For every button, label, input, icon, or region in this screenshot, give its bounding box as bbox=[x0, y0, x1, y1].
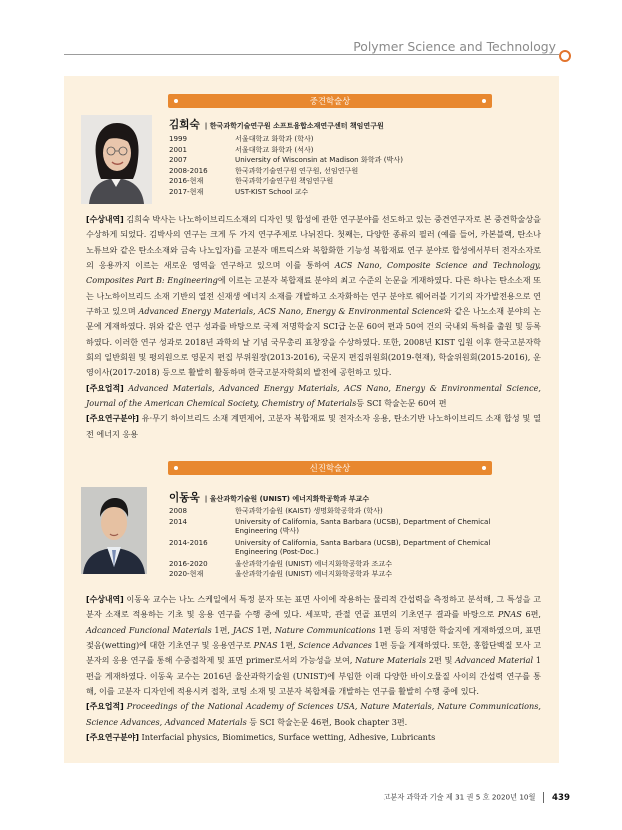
research-areas-paragraph bbox=[86, 411, 541, 442]
awardee-2-cv bbox=[169, 506, 539, 582]
portrait-photo-1 bbox=[81, 115, 152, 204]
award-banner-title: 신진학술상 bbox=[309, 463, 351, 473]
text-run: 1편 등을 게재하였다. 또한, 홍합단백질 모사 고분자의 응용 연구를 통해 수중접착제 및 표면 primer로서의 가능성을 보여, bbox=[86, 640, 542, 666]
cv-year: 2001 bbox=[169, 144, 188, 154]
achievements-paragraph bbox=[86, 699, 541, 730]
banner-dot-right bbox=[482, 99, 486, 103]
award-banner-title: 중견학술상 bbox=[309, 96, 351, 106]
award-banner-1 bbox=[168, 94, 492, 108]
cv-entry: University of Wisconsin at Madison 화학과 (박사) bbox=[235, 155, 403, 164]
journal-name: PNAS bbox=[253, 640, 278, 651]
text-run: 1편, bbox=[253, 624, 275, 635]
award-history-paragraph bbox=[86, 212, 541, 381]
label-research-areas: [주요연구분야] bbox=[86, 733, 139, 743]
award-history-paragraph bbox=[86, 592, 541, 699]
name-separator: | bbox=[204, 495, 210, 503]
label-award-history: [수상내역] bbox=[86, 595, 124, 604]
journal-names: Proceedings of the National Academy of Sciences USA, Nature Materials, Nature Communications, Science Advances, Advanced Materials bbox=[86, 701, 541, 727]
text-run: 1편을 게재하였다. 이동욱 교수는 2016년 울산과학기술원 (UNIST)에 부임한 이래 다양한 바이오물질 사이의 간섭력 연구를 통해, 이를 고분자 디자인에 적용시켜 접착, 코팅 소재 및 고분자 복합체를 개발하는 연구를 활발히 수행 중에 있다. bbox=[86, 655, 541, 697]
label-achievements: [주요업적] bbox=[86, 702, 124, 712]
portrait-1-illustration bbox=[81, 115, 152, 204]
running-header bbox=[0, 38, 622, 58]
journal-names: Advanced Energy Materials, ACS Nano, Energy & Environmental Science bbox=[138, 306, 444, 317]
label-achievements: [주요업적] bbox=[86, 383, 124, 393]
footer-divider bbox=[543, 792, 544, 803]
page-footer bbox=[383, 792, 570, 803]
cv-entry: University of California, Santa Barbara (UCSB), Department of Chemical Engineering (박사) bbox=[235, 516, 491, 536]
award-banner-2 bbox=[168, 461, 492, 475]
text-run: 1편 등의 저명한 학술지에 게재하였으며, 표면젖음(wetting)에 대한 기초연구 및 응용연구로 bbox=[86, 624, 542, 651]
banner-dot-right bbox=[482, 466, 486, 470]
text-run: 6편, bbox=[521, 609, 541, 620]
text-run: 등 SCI 학술논문 60여 편 bbox=[356, 398, 447, 409]
header-title: Polymer Science and Technology bbox=[347, 39, 556, 54]
cv-year: 2014 bbox=[169, 516, 188, 526]
journal-name: Adcanced Funcional Materials bbox=[86, 624, 212, 635]
label-research-areas: [주요연구분야] bbox=[86, 414, 139, 424]
cv-year: 2014-2016 bbox=[169, 537, 208, 547]
cv-entry: 한국과학기술원 (KAIST) 생명화학공학과 (학사) bbox=[235, 506, 383, 515]
cv-year: 2008 bbox=[169, 506, 188, 515]
text-run: 유·무기 하이브리드 소재 계면제어, 고분자 복합재료 및 전자소자 응용, 탄소기반 나노하이브리드 소재 합성 및 열전 에너지 응용 bbox=[86, 413, 541, 439]
name-separator: | bbox=[204, 122, 210, 130]
journal-name: Nature Communications bbox=[274, 624, 376, 635]
text-run: 와 같은 나노소재 분야의 논문에 게재하였다. 위와 같은 연구 성과를 바탕으로 국제 저명학술지 SCI급 논문 60여 편과 50여 건의 국내외 특허를 출원 및 등록하였다. 이러한 연구 성과로 2018년 과학의 날 기념 국무총리 표창장을 수상하였다. 또한, 2008년 KIST 입원 이후 한국고분자학회의 일반회원 및 평의원으로 영문지 편집 부위원장(2013-2016), 국문지 편집위원회(2019-현재), 학술위원회(2015-2016), 운영이사(2017-2018) 등으로 활발히 활동하며 한국고분자학회의 발전에 공헌하고 있다. bbox=[86, 306, 541, 378]
text-run: 등 SCI 학술논문 46편, Book chapter 3편. bbox=[246, 716, 408, 727]
header-circle-ornament bbox=[559, 50, 571, 62]
awardee-2-name: 이동욱 bbox=[169, 492, 200, 504]
awardee-2-details bbox=[86, 592, 541, 745]
awardee-1-cv bbox=[169, 134, 539, 204]
cv-entry: 울산과학기술원 (UNIST) 에너지화학공학과 조교수 bbox=[235, 558, 393, 568]
cv-year: 2017-현재 bbox=[169, 186, 204, 196]
awardee-2-affiliation: 울산과학기술원 (UNIST) 에너지화학공학과 부교수 bbox=[209, 495, 370, 503]
text-run: 1편, bbox=[277, 640, 299, 651]
text-run: Interfacial physics, Biomimetics, Surface wetting, Adhesive, Lubricants bbox=[138, 732, 436, 743]
awardee-1-heading bbox=[169, 113, 384, 132]
portrait-photo-2 bbox=[81, 487, 147, 574]
achievements-paragraph bbox=[86, 381, 541, 412]
cv-year: 2007 bbox=[169, 155, 188, 164]
journal-name: PNAS bbox=[497, 609, 522, 620]
cv-year: 2020-현재 bbox=[169, 569, 204, 578]
awardee-1-details bbox=[86, 212, 541, 442]
research-areas-paragraph bbox=[86, 730, 541, 745]
cv-entry: 서울대학교 화학과 (학사) bbox=[235, 134, 314, 143]
text-run: 2편 및 bbox=[426, 655, 456, 666]
label-award-history: [수상내역] bbox=[86, 215, 124, 224]
journal-name: JACS bbox=[232, 624, 254, 635]
cv-entry: 한국과학기술연구원 책임연구원 bbox=[235, 176, 334, 185]
text-run: 김희숙 박사는 나노하이브리드소재의 디자인 및 합성에 관한 연구분야를 선도하고 있는 중견연구자로 본 중견학술상을 수상하게 되었다. 김박사의 연구는 크게 두 가지 연구주제로 나뉘진다. 첫째는, 다양한 종류의 필러 (예를 들어, 카본블랙, 탄소나노튜브와 같은 탄소소재와 금속 나노입자)를 고분자 매트릭스와 복합화한 기능성 복합재료 연구 분야로 합성에서부터 전자소자로의 응용까지 이르는 새로운 영역을 연구하고 있으며 이를 통하여 bbox=[86, 214, 541, 271]
text-run: 이동욱 교수는 나노 스케일에서 특정 분자 또는 표면 사이에 작용하는 물리적 간섭력을 측정하고 분석해, 그 특성을 고분자 소재로 적용하는 기초 및 응용 연구를 수행 중에 있다. 세포막, 관절 연골 표면의 기초연구 결과를 바탕으로 bbox=[86, 594, 541, 620]
journal-names: ACS Nano, Composite Science and Technology, Composites Part B: Engineering bbox=[86, 260, 541, 286]
cv-year: 2016-현재 bbox=[169, 176, 204, 185]
cv-entry: UST-KIST School 교수 bbox=[235, 186, 309, 196]
cv-entry: 서울대학교 화학과 (석사) bbox=[235, 144, 314, 154]
awardee-1-name: 김희숙 bbox=[169, 119, 200, 131]
awardee-1-affiliation: 한국과학기술연구원 소프트융합소재연구센터 책임연구원 bbox=[209, 122, 384, 130]
cv-entry: 한국과학기술연구원 연구원, 선임연구원 bbox=[235, 165, 359, 175]
journal-names: Advanced Materials, Advanced Energy Materials, ACS Nano, Energy & Environmental Science, Journal of the American Chemical Society, Chemistry of Materials bbox=[86, 382, 541, 409]
header-rule bbox=[64, 54, 559, 55]
text-run: 1편, bbox=[211, 624, 233, 635]
cv-entry: University of California, Santa Barbara (UCSB), Department of Chemical Engineering (Post-Doc.) bbox=[235, 537, 491, 557]
cv-year: 2008-2016 bbox=[169, 165, 208, 175]
text-run: 에 이르는 고분자 복합재료 분야의 최고 수준의 논문을 게재하였다. 다른 하나는 탄소소재 또는 나노하이브리드 소재 기반의 열전 신재생 에너지 소재를 개발하고 소자화하는 연구 분야로 웨어러블 기기의 자가발전용으로 연구하고 있으며 bbox=[86, 275, 541, 317]
journal-name: Advanced Material bbox=[455, 655, 534, 666]
page-number: 439 bbox=[552, 792, 570, 803]
cv-year: 1999 bbox=[169, 134, 188, 143]
journal-name: Nature Materials bbox=[355, 655, 427, 666]
portrait-2-illustration bbox=[81, 487, 147, 574]
footer-journal-info: 고분자 과학과 기술 제 31 권 5 호 2020년 10월 bbox=[383, 792, 536, 802]
journal-name: Science Advances bbox=[298, 640, 372, 651]
awardee-2-heading bbox=[169, 486, 369, 505]
cv-entry: 울산과학기술원 (UNIST) 에너지화학공학과 부교수 bbox=[235, 569, 393, 578]
cv-year: 2016-2020 bbox=[169, 558, 208, 568]
